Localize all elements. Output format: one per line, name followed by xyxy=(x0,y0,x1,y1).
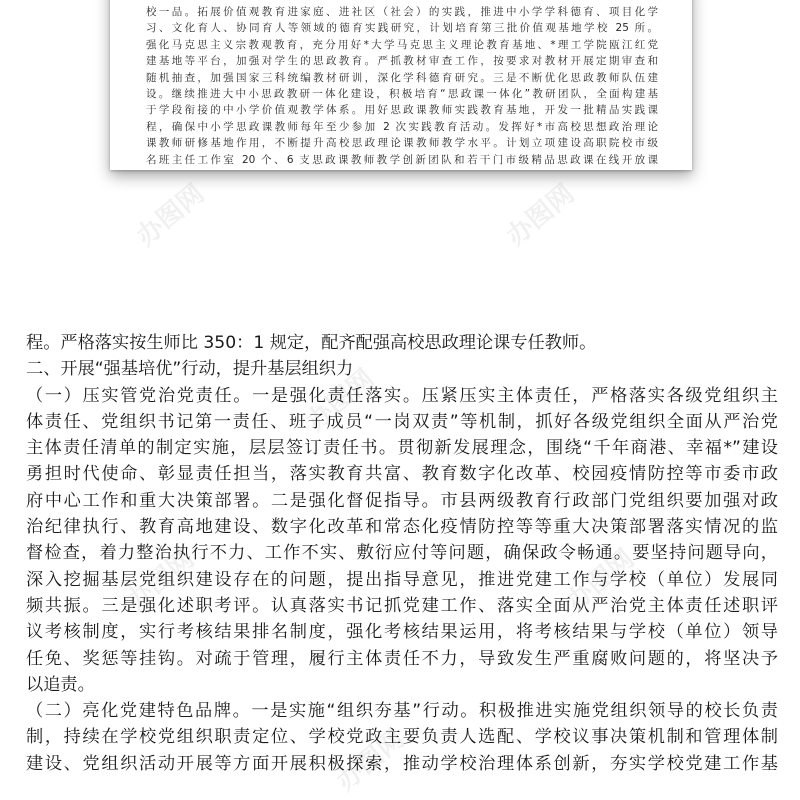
preview-line: 设。继续推进大中小思政教研一体化建设，积极培育“思政课一体化”教研团队，全面构建基 xyxy=(146,88,658,101)
preview-line: 校一品。拓展价值观教育进家庭、进社区（社会）的实践，推进中小学学科德育、项目化学 xyxy=(146,6,658,18)
preview-line: 强化马克思主义宗教观教育，充分用好*大学马克思主义理论教育基地、*理工学院瓯江红党 xyxy=(146,38,658,51)
document-preview-card xyxy=(110,0,692,170)
watermark: 办图网 xyxy=(561,543,641,617)
paragraph-line: 主体责任清单的制定实施，层层签订责任书。贯彻新发展理念，围绕“千年商港、幸福*”建设 xyxy=(26,438,778,459)
watermark: 办图网 xyxy=(501,178,581,252)
watermark: 办图网 xyxy=(131,178,211,252)
paragraph-line: 府中心工作和重大决策部署。二是强化督促指导。市县两级教育行政部门党组织要加强对政 xyxy=(26,490,778,511)
section-heading: 二、开展“强基培优”行动，提升基层组织力 xyxy=(26,359,354,380)
paragraph-line: 议考核制度，实行考核结果排名制度，强化考核结果运用，将考核结果与学校（单位）领导 xyxy=(26,622,778,643)
paragraph-line: 以追责。 xyxy=(26,674,95,695)
preview-line: 于学段衔接的中小学价值观教学体系。用好思政课教师实践教育基地，开发一批精品实践课 xyxy=(146,104,658,117)
preview-line: 随机抽查，加强国家三科统编教材研训，深化学科德育研究。三是不断优化思政教师队伍建 xyxy=(146,71,658,84)
preview-text xyxy=(146,4,658,168)
paragraph-line: （一）压实管党治党责任。一是强化责任落实。压紧压实主体责任，严格落实各级党组织主 xyxy=(26,385,778,406)
paragraph-line: （二）亮化党建特色品牌。一是实施“组织夯基”行动。积极推进实施党组织领导的校长负责 xyxy=(26,701,778,722)
preview-line: 名班主任工作室 20 个、6 支思政课教师教学创新团队和若干门市级精品思政课在线开放课 xyxy=(146,153,658,166)
preview-line: 课教师研修基地作用，不断提升高校思政理论课教师教学水平。计划立项建设高职院校市级 xyxy=(146,137,658,150)
preview-line: 习、文化育人、协同育人等领域的德育实践研究，计划培育第三批价值观基地学校 25 所。 xyxy=(146,22,658,35)
paragraph-line: 勇担时代使命、彰显责任担当，落实教育共富、教育数字化改革、校园疫情防控等市委市政 xyxy=(26,464,778,485)
paragraph-line: 制，持续在学校党组织职责定位、学校党政主要负责人选配、学校议事决策机制和管理体制 xyxy=(26,727,778,748)
paragraph-line: 任免、奖惩等挂钩。对疏于管理，履行主体责任不力，导致发生严重腐败问题的，将坚决予 xyxy=(26,648,778,669)
paragraph-line: 体责任、党组织书记第一责任、班子成员“一岗双责”等机制，抓好各级党组织全面从严治党 xyxy=(26,411,778,432)
watermark: 办图网 xyxy=(121,543,201,617)
paragraph-line: 深入挖掘基层党组织建设存在的问题，提出指导意见，推进党建工作与学校（单位）发展同 xyxy=(26,569,778,590)
watermark: 办图网 xyxy=(331,723,411,797)
paragraph-line: 督检查，着力整治执行不力、工作不实、敷衍应付等问题，确保政令畅通。要坚持问题导向， xyxy=(26,543,778,564)
paragraph-line: 建设、党组织活动开展等方面开展积极探索，推动学校治理体系创新，夯实学校党建工作基 xyxy=(26,753,778,774)
preview-line: 建基地等平台，加强对学生的思政教育。严抓教材审查工作，按要求对教材开展定期审查和 xyxy=(146,55,658,68)
watermark: 办图网 xyxy=(301,363,381,437)
paragraph-line: 程。严格落实按生师比 350：1 规定，配齐配强高校思政理论课专任教师。 xyxy=(26,333,597,353)
paragraph-line: 治纪律执行、教育高地建设、数字化改革和常态化疫情防控等等重大决策部署落实情况的监 xyxy=(26,517,778,538)
paragraph-line: 频共振。三是强化述职考评。认真落实书记抓党建工作、落实全面从严治党主体责任述职评 xyxy=(26,595,778,616)
preview-line: 程，确保中小学思政课教师每年至少参加 2 次实践教育活动。发挥好*市高校思想政治理论 xyxy=(146,120,658,133)
document-body xyxy=(26,330,778,777)
